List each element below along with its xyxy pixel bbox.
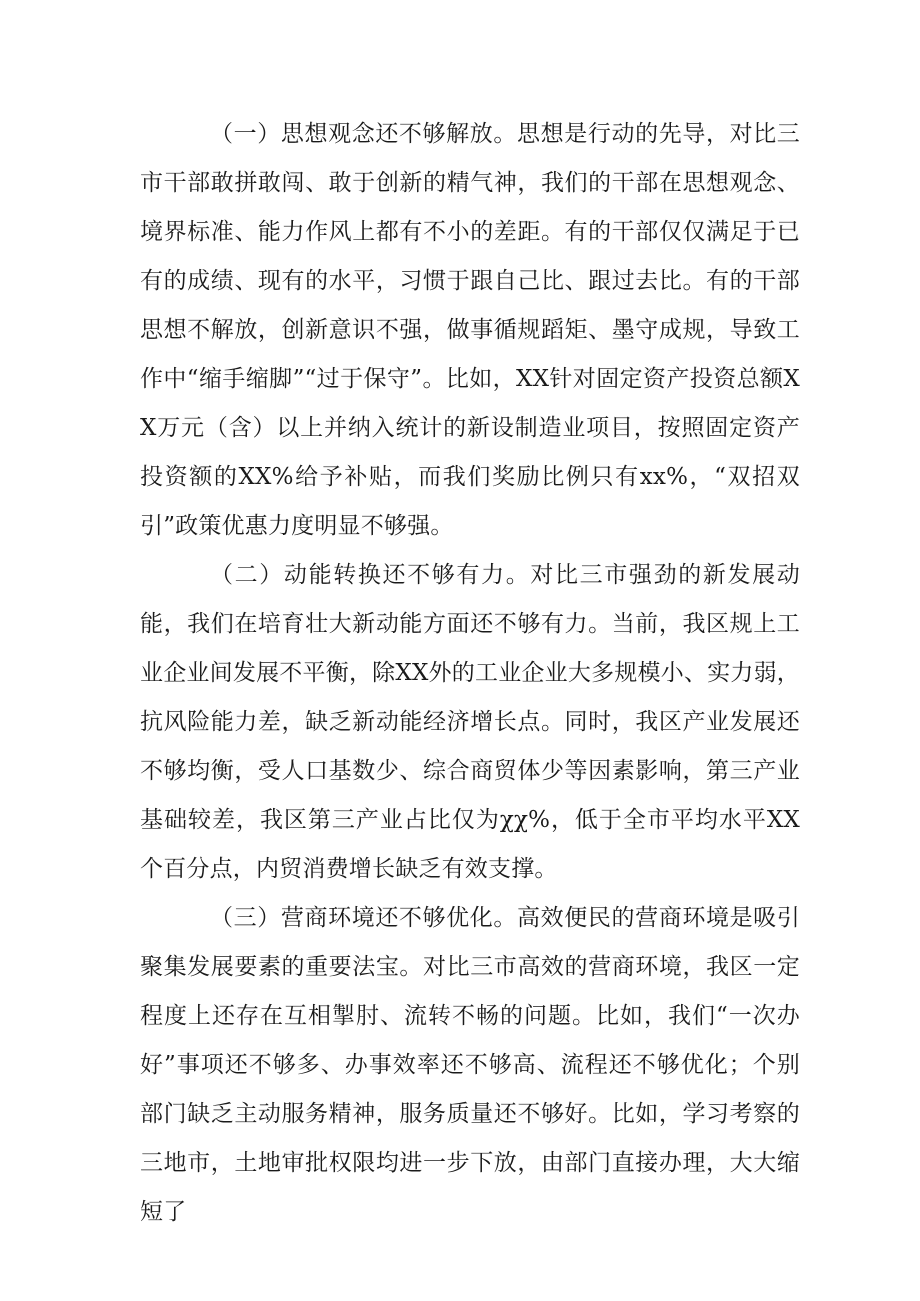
document-body	[140, 110, 800, 1237]
paragraph-1: （一）思想观念还不够解放。思想是行动的先导，对比三市干部敢拼敢闯、敢于创新的精气神，我们的干部在思想观念、境界标准、能力作风上都有不小的差距。有的干部仅仅满足于已有的成绩、现有的水平，习惯于跟自己比、跟过去比。有的干部思想不解放，创新意识不强，做事循规蹈矩、墨守成规，导致工作中“缩手缩脚”“过于保守”。比如，XX针对固定资产投资总额XX万元（含）以上并纳入统计的新设制造业项目，按照固定资产投资额的XX%给予补贴，而我们奖励比例只有xx%，“双招双引”政策优惠力度明显不够强。	[140, 121, 800, 539]
paragraph-3: （三）营商环境还不够优化。高效便民的营商环境是吸引聚集发展要素的重要法宝。对比三市高效的营商环境，我区一定程度上还存在互相掣肘、流转不畅的问题。比如，我们“一次办好”事项还不够多、办事效率还不够高、流程还不够优化；个别部门缺乏主动服务精神，服务质量还不够好。比如，学习考察的三地市，土地审批权限均进一步下放，由部门直接办理，大大缩短了	[140, 905, 800, 1225]
paragraph-2: （二）动能转换还不够有力。对比三市强劲的新发展动能，我们在培育壮大新动能方面还不够有力。当前，我区规上工业企业间发展不平衡，除XX外的工业企业大多规模小、实力弱，抗风险能力差，缺乏新动能经济增长点。同时，我区产业发展还不够均衡，受人口基数少、综合商贸体少等因素影响，第三产业基础较差，我区第三产业占比仅为χχ%，低于全市平均水平XX个百分点，内贸消费增长缺乏有效支撑。	[140, 562, 800, 882]
